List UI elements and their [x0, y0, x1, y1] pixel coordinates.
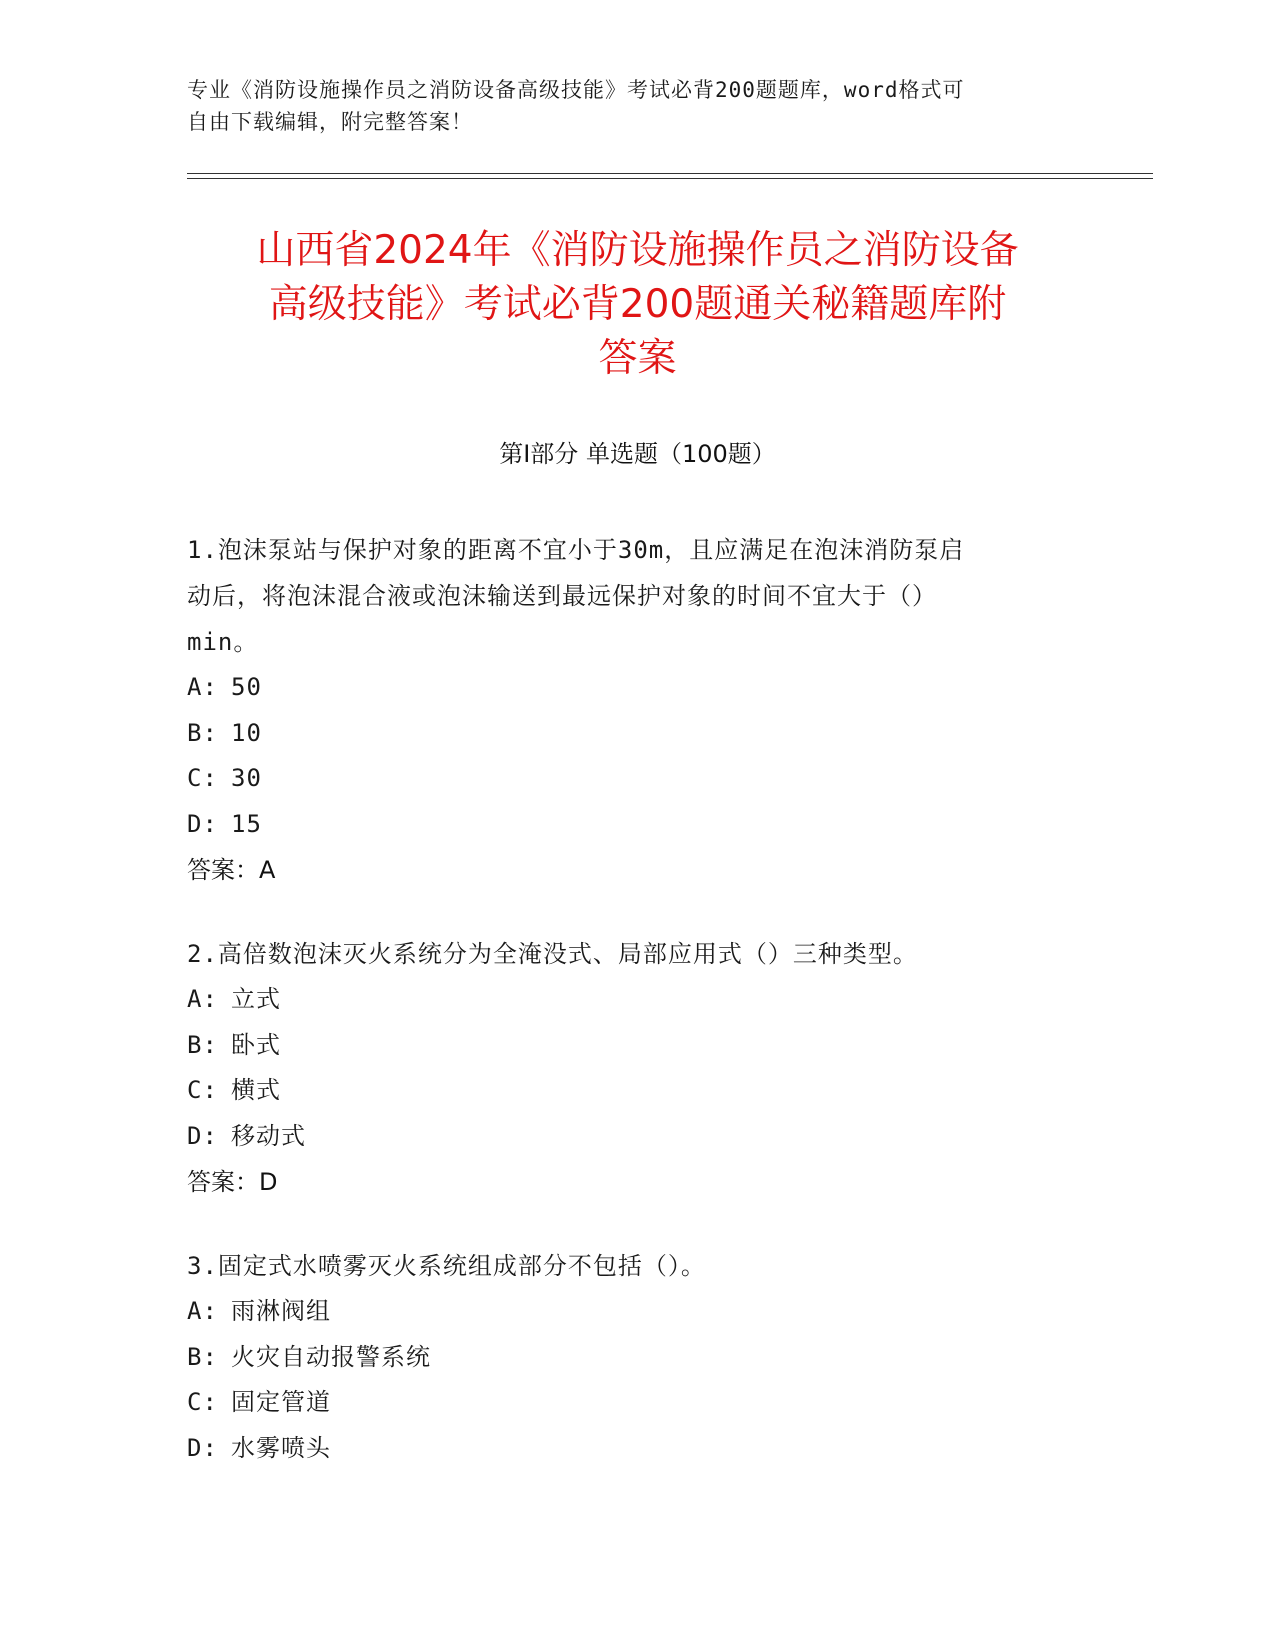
option-b — [187, 1023, 1087, 1069]
option-text: 移动式 — [231, 1121, 306, 1150]
question-stem: min。 — [187, 628, 259, 656]
answer-line: 答案：A — [187, 856, 276, 884]
option-letter: A: — [187, 1297, 218, 1325]
option-text: 15 — [231, 809, 262, 838]
option-letter: C: — [187, 1076, 218, 1104]
question-stem: 2.高倍数泡沫灭火系统分为全淹没式、局部应用式（）三种类型。 — [187, 940, 918, 968]
intro-line: 专业《消防设施操作员之消防设备高级技能》考试必背200题题库，word格式可 — [187, 78, 965, 102]
question-stem: 1.泡沫泵站与保护对象的距离不宜小于30m，且应满足在泡沫消防泵启 — [187, 536, 965, 564]
title-line: 山西省2024年《消防设施操作员之消防设备 — [256, 228, 1019, 273]
option-c — [187, 1068, 1087, 1114]
question-stem: 动后，将泡沫混合液或泡沫输送到最远保护对象的时间不宜大于（） — [187, 582, 937, 610]
question-2 — [187, 931, 1087, 1205]
answer-line: 答案：D — [187, 1168, 278, 1196]
section-heading: 第Ⅰ部分 单选题（100题） — [499, 440, 776, 468]
option-letter: B: — [187, 718, 218, 747]
option-letter: B: — [187, 1342, 218, 1371]
option-text: 固定管道 — [231, 1388, 331, 1416]
option-text: 10 — [231, 718, 262, 747]
option-text: 立式 — [231, 985, 281, 1013]
option-text: 卧式 — [231, 1030, 281, 1059]
option-letter: A: — [187, 673, 218, 701]
question-3 — [187, 1243, 1087, 1471]
option-letter: B: — [187, 1030, 218, 1059]
option-letter: C: — [187, 1388, 218, 1416]
question-stem: 3.固定式水喷雾灭火系统组成部分不包括（）。 — [187, 1252, 706, 1280]
option-letter: D: — [187, 1121, 218, 1150]
option-a — [187, 977, 1087, 1023]
question-1 — [187, 527, 1087, 893]
option-letter: A: — [187, 985, 218, 1013]
question-list — [187, 527, 1087, 1509]
option-d — [187, 1426, 1087, 1472]
option-text: 火灾自动报警系统 — [231, 1342, 431, 1371]
option-d — [187, 802, 1087, 848]
option-text: 水雾喷头 — [231, 1433, 331, 1462]
divider-line — [187, 173, 1153, 174]
option-text: 30 — [231, 764, 262, 792]
title-line: 答案 — [598, 336, 677, 381]
option-letter: C: — [187, 764, 218, 792]
option-a — [187, 1289, 1087, 1335]
divider-line — [187, 178, 1153, 179]
option-c — [187, 756, 1087, 802]
option-b — [187, 711, 1087, 757]
intro-line: 自由下载编辑，附完整答案！ — [187, 110, 473, 134]
option-a — [187, 665, 1087, 711]
document-title — [150, 224, 1125, 386]
option-text: 50 — [231, 673, 262, 701]
title-line: 高级技能》考试必背200题通关秘籍题库附 — [268, 282, 1007, 327]
option-c — [187, 1380, 1087, 1426]
intro-text — [187, 74, 1067, 138]
option-letter: D: — [187, 1433, 218, 1462]
option-text: 横式 — [231, 1076, 281, 1104]
option-letter: D: — [187, 809, 218, 838]
option-b — [187, 1335, 1087, 1381]
option-d — [187, 1114, 1087, 1160]
option-text: 雨淋阀组 — [231, 1297, 331, 1325]
